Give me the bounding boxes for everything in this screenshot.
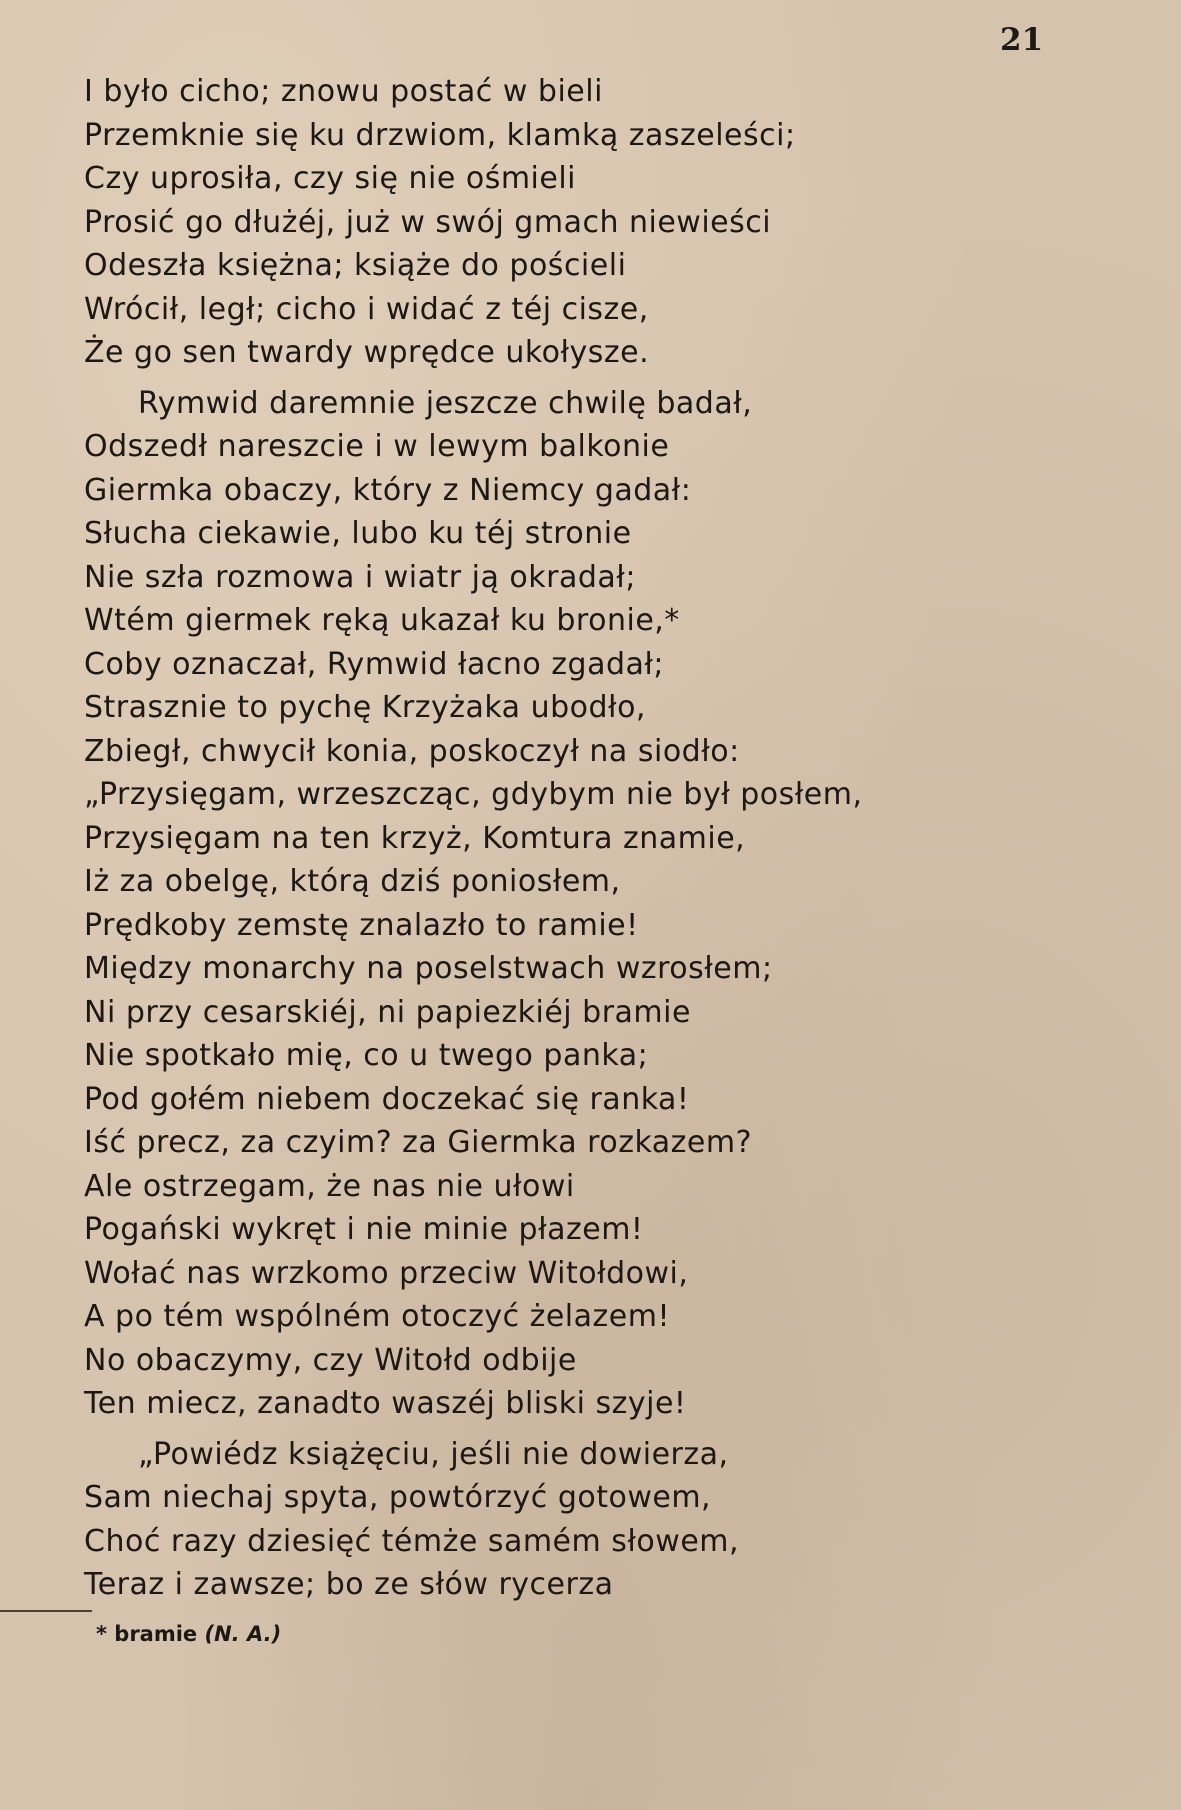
footnote-text: bramie (114, 1622, 198, 1646)
poem-line: Ni przy cesarskiéj, ni papiezkiéj bramie (84, 994, 691, 1030)
poem-line: Nie szła rozmowa i wiatr ją okradał; (84, 559, 636, 595)
poem-line: Przemknie się ku drzwiom, klamką zaszeleści; (84, 117, 796, 153)
poem-line: Iść precz, za czyim? za Giermka rozkazem? (84, 1125, 753, 1160)
poem-line: Odeszła księżna; książe do pościeli (84, 248, 627, 283)
poem-line: Pod gołém niebem doczekać się ranka! (84, 1081, 690, 1117)
stanza-1 (84, 70, 1174, 375)
poem-line: Zbiegł, chwycił konia, poskoczył na siodło: (84, 733, 740, 769)
footnote-marker: * (96, 1622, 107, 1646)
poem-text (84, 70, 1174, 1607)
poem-line: No obaczymy, czy Witołd odbije (84, 1342, 577, 1378)
poem-line: Giermka obaczy, który z Niemcy gadał: (84, 472, 692, 508)
poem-line: Pogański wykręt i nie minie płazem! (84, 1212, 644, 1247)
footnote (96, 1622, 281, 1646)
poem-line: Teraz i zawsze; bo ze słów rycerza (84, 1567, 614, 1602)
footnote-source: (N. A.) (204, 1622, 282, 1646)
poem-line: Ale ostrzegam, że nas nie ułowi (84, 1168, 575, 1204)
poem-line: Coby oznaczał, Rymwid łacno zgadał; (84, 646, 665, 682)
poem-line: Czy uprosiła, czy się nie ośmieli (84, 161, 577, 196)
footnote-divider (0, 1610, 92, 1612)
poem-line: Rymwid daremnie jeszcze chwilę badał, (138, 385, 753, 421)
poem-line: Strasznie to pychę Krzyżaka ubodło, (84, 690, 646, 725)
poem-line: Wtém giermek ręką ukazał ku bronie,* (84, 603, 680, 638)
stanza-2 (84, 382, 1174, 1426)
poem-line: Prędkoby zemstę znalazło to ramie! (84, 907, 639, 943)
poem-line: Słucha ciekawie, lubo ku téj stronie (84, 516, 632, 551)
poem-line: Że go sen twardy wprędce ukołysze. (84, 335, 650, 370)
poem-line: Wrócił, legł; cicho i widać z téj cisze, (84, 291, 649, 327)
poem-line: „Powiédz książęciu, jeśli nie dowierza, (138, 1436, 729, 1472)
poem-line: Przysięgam na ten krzyż, Komtura znamie, (84, 820, 746, 856)
poem-line: Choć razy dziesięć témże samém słowem, (84, 1523, 740, 1559)
poem-line: Wołać nas wrzkomo przeciw Witołdowi, (84, 1255, 689, 1291)
poem-line: Ten miecz, zanadto waszéj bliski szyje! (84, 1386, 687, 1421)
poem-line: Iż za obelgę, którą dziś poniosłem, (84, 864, 621, 899)
page-number: 21 (1000, 22, 1044, 58)
poem-line: I było cicho; znowu postać w bieli (84, 74, 603, 109)
poem-line: A po tém wspólném otoczyć żelazem! (84, 1299, 670, 1334)
poem-line: Sam niechaj spyta, powtórzyć gotowem, (84, 1480, 712, 1515)
poem-line: Między monarchy na poselstwach wzrosłem; (84, 951, 773, 986)
poem-line: Nie spotkało mię, co u twego panka; (84, 1038, 649, 1073)
poem-line: Prosić go dłużéj, już w swój gmach niewieści (84, 204, 772, 240)
poem-line: Odszedł nareszcie i w lewym balkonie (84, 429, 670, 464)
poem-line: „Przysięgam, wrzeszcząc, gdybym nie był posłem, (84, 777, 863, 812)
stanza-3 (84, 1433, 1174, 1607)
